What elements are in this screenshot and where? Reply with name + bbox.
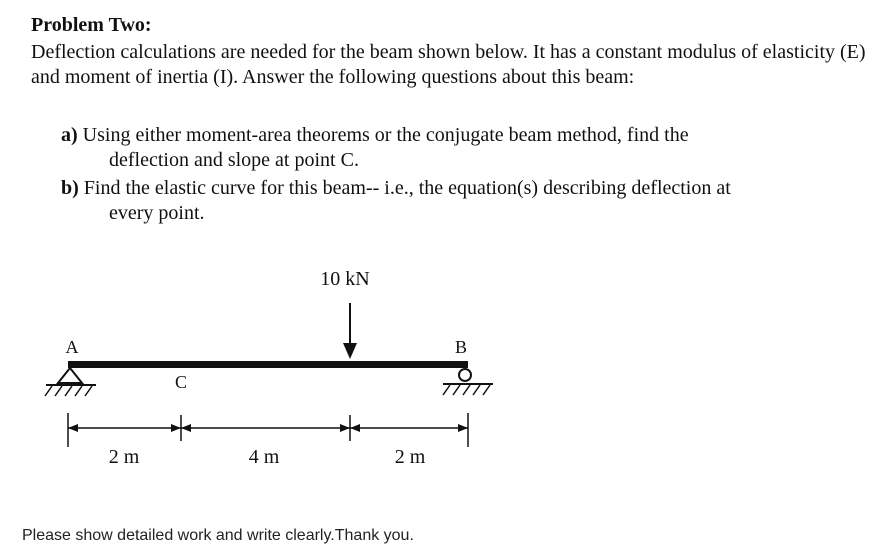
dim-ac-label: 2 m	[108, 446, 140, 468]
dim-load-b-label: 2 m	[394, 446, 426, 468]
question-b-line1: Find the elastic curve for this beam-- i.e., the equation(s) describing deflection at	[83, 177, 731, 199]
question-b	[61, 176, 861, 226]
dim-c-load-label: 4 m	[248, 446, 280, 468]
question-a	[61, 123, 861, 173]
question-b-label: b)	[61, 177, 79, 199]
beam	[68, 361, 468, 368]
question-a-line1: Using either moment-area theorems or the conjugate beam method, find the	[82, 124, 689, 146]
problem-description: Deflection calculations are needed for the beam shown below. It has a constant modulus of elasticity (E) and moment of inertia (I). Answer the following questions about this beam:	[31, 41, 866, 88]
point-a-label: A	[65, 337, 79, 357]
point-b-label: B	[454, 337, 468, 357]
pin-support-icon	[45, 368, 96, 396]
footer-note: Please show detailed work and write clearly.Thank you.	[22, 527, 414, 544]
load-label: 10 kN	[320, 268, 370, 290]
point-c-label: C	[174, 372, 188, 392]
problem-title: Problem Two:	[31, 14, 152, 36]
question-a-label: a)	[61, 124, 78, 146]
beam-diagram	[0, 255, 896, 495]
question-a-line2: deflection and slope at point C.	[109, 149, 359, 171]
roller-support-icon	[443, 369, 493, 395]
question-b-line2: every point.	[109, 202, 205, 224]
dimension-line	[68, 413, 468, 447]
load-arrow-icon	[343, 303, 357, 359]
